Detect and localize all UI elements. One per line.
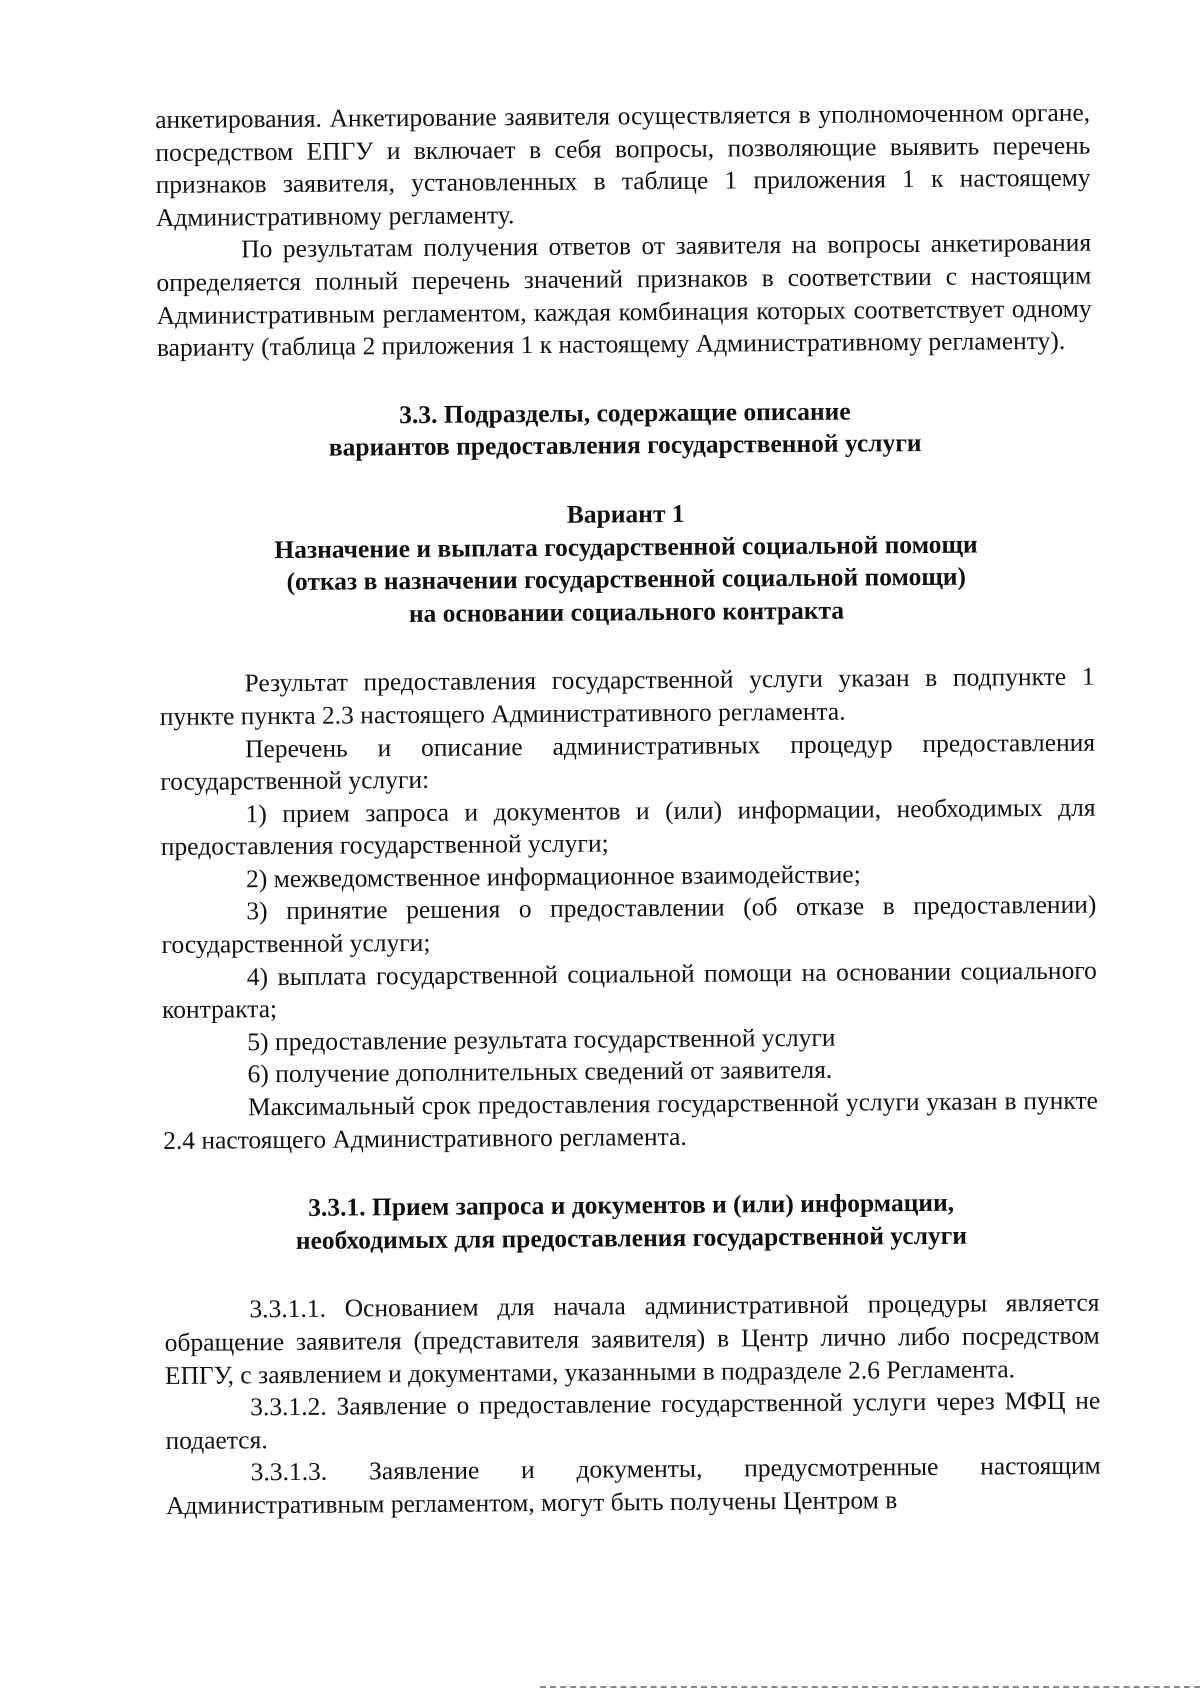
intro-paragraph-1: анкетирования. Анкетирование заявителя осуществляется в уполномоченном органе, посредством ЕПГУ и включает в себя вопросы, позволяющие выявить перечень признаков заявителя, установленных в таблице 1 приложения 1 к настоящему Административному регламенту.: [155, 97, 1091, 232]
document-body: [155, 97, 1101, 1523]
procedures-intro-paragraph: Перечень и описание административных процедур предоставления государственной услуги:: [160, 727, 1096, 797]
subsection-paragraph-3-3-1-1: 3.3.1.1. Основанием для начала административной процедуры является обращение заявителя (представителя заявителя) в Центр лично либо посредством ЕПГУ, с заявлением и документами, указанными в подразделе 2.6 Регламента.: [164, 1288, 1100, 1390]
subsection-heading-line-2: необходимых для предоставления государственной услуги: [295, 1220, 968, 1255]
procedure-item-2: 2) межведомственное информационное взаимодействие;: [245, 859, 861, 894]
procedure-item-1: 1) прием запроса и документов и (или) информации, необходимых для предоставления государственной услуги;: [160, 792, 1096, 862]
max-term-paragraph: Максимальный срок предоставления государственной услуги указан в пункте 2.4 настоящего Административного регламента.: [163, 1085, 1098, 1155]
intro-paragraph-2: По результатам получения ответов от заявителя на вопросы анкетирования определяется полный перечень значений признаков в соответствии с настоящим Административным регламентом, каждая комбинация которых соответствует одному варианту (таблица 2 приложения 1 к настоящему Административному регламенту).: [156, 228, 1092, 363]
section-heading: [157, 393, 1092, 466]
variant-heading-line-4: на основании социального контракта: [408, 595, 845, 628]
procedure-item-3: 3) принятие решения о предоставлении (об отказе в предоставлении) государственной услуги;: [161, 890, 1097, 960]
subsection-paragraph-3-3-1-2: 3.3.1.2. Заявление о предоставление государственной услуги через МФЦ не подается.: [165, 1385, 1101, 1455]
variant-heading-line-1: Вариант 1: [566, 498, 685, 529]
variant-heading: [158, 495, 1094, 633]
scan-edge-marks: [540, 1686, 1200, 1691]
procedure-item-4: 4) выплата государственной социальной помощи на основании социального контракта;: [161, 955, 1097, 1025]
variant-heading-line-3: (отказ в назначении государственной социальной помощи): [286, 561, 967, 597]
subsection-heading: [164, 1186, 1099, 1259]
subsection-paragraph-3-3-1-3: 3.3.1.3. Заявление и документы, предусмотренные настоящим Административным регламентом, могут быть получены Центром в: [165, 1450, 1101, 1520]
subsection-heading-line-1: 3.3.1. Прием запроса и документов и (или) информации,: [308, 1187, 955, 1223]
section-heading-line-2: вариантов предоставления государственной услуги: [328, 428, 922, 462]
procedure-item-6: 6) получение дополнительных сведений от заявителя.: [247, 1055, 833, 1089]
variant-heading-line-2: Назначение и выплата государственной социальной помощи: [274, 529, 978, 564]
variant-result-paragraph: Результат предоставления государственной услуги указан в подпункте 1 пункте пункта 2.3 настоящего Административного регламента.: [159, 661, 1095, 731]
section-heading-line-1: 3.3. Подразделы, содержащие описание: [399, 396, 851, 429]
procedure-item-5: 5) предоставление результата государственной услуги: [247, 1022, 836, 1057]
